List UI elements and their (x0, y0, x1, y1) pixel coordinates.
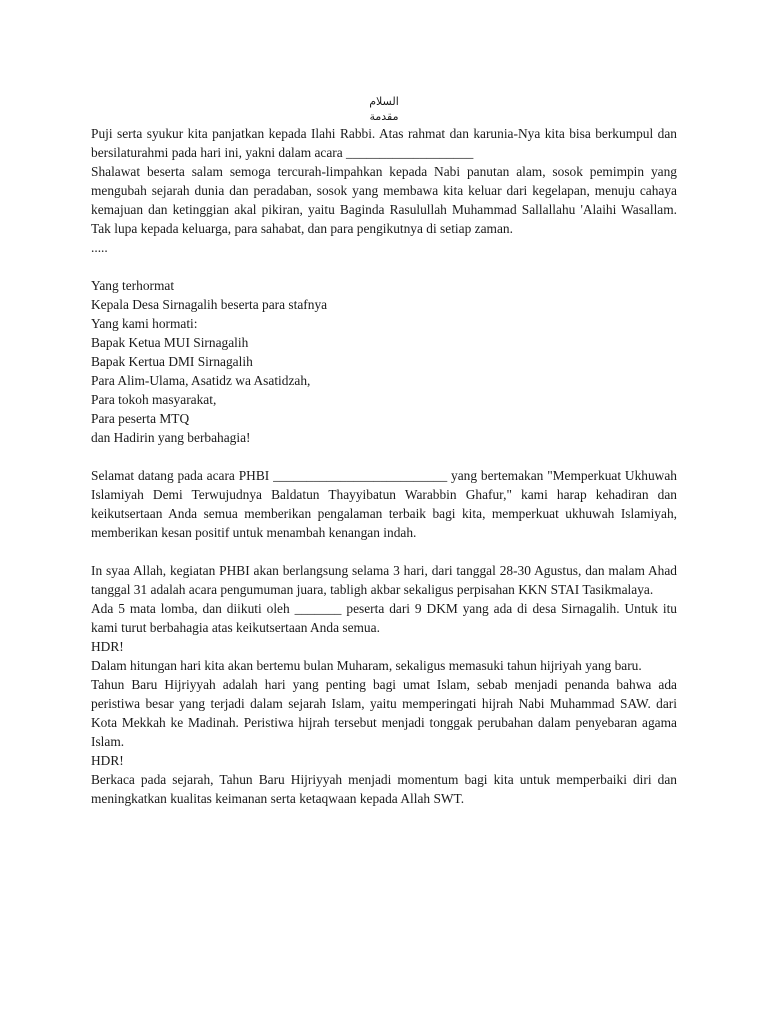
body-paragraph-hijriyah: Tahun Baru Hijriyyah adalah hari yang penting bagi umat Islam, sebab menjadi penanda bahwa ada peristiwa besar yang terjadi dalam sejarah Islam, yaitu memperingati hijrah Nabi Muhammad SAW. dari Kota Mekkah ke Madinah. Peristiwa hijrah tersebut menjadi tonggak perubahan dalam penyebaran agama Islam. (91, 677, 677, 749)
arabic-muqaddimah-heading: مقدمة (369, 110, 399, 123)
intro-paragraph-shalawat: Shalawat beserta salam semoga tercurah-limpahkan kepada Nabi panutan alam, sosok pemimpin yang mengubah sejarah dunia dan peradaban, sosok yang membawa kita keluar dari kegelapan, menuju cahaya kemajuan dan ketinggian akal pikiran, yaitu Baginda Rasulullah Muhammad Sallallahu 'Alaihi Wasallam. Tak lupa kepada keluarga, para sahabat, dan para pengikutnya di setiap zaman. (91, 164, 677, 236)
greeting-honored-title: Yang kami hormati: (91, 316, 198, 331)
body-paragraph-competitions: Ada 5 mata lomba, dan diikuti oleh _______ peserta dari 9 DKM yang ada di desa Sirnagalih. Untuk itu kami turut berbahagia atas keikutsertaan Anda semua. (91, 601, 677, 635)
spacer (91, 542, 677, 561)
body-hdr-marker: HDR! (91, 753, 124, 768)
greeting-respected-title: Yang terhormat (91, 278, 175, 293)
welcome-paragraph: Selamat datang pada acara PHBI __________________________ yang bertemakan "Memperkuat Ukhuwah Islamiyah Demi Terwujudnya Baldatun Thayyibatun Warabbin Ghafur," kami harap kehadiran dan keikutsertaan Anda semua memberikan pengalaman terbaik bagi kita, memperkuat ukhuwah Islamiyah, memberikan kesan positif untuk menambah kenangan indah. (91, 468, 677, 540)
greeting-ulama: Para Alim-Ulama, Asatidz wa Asatidzah, (91, 373, 311, 388)
body-paragraph-schedule: In syaa Allah, kegiatan PHBI akan berlangsung selama 3 hari, dari tanggal 28-30 Agustus, dan malam Ahad tanggal 31 adalah acara pengumuman juara, tabligh akbar sekaligus perpisahan KKN STAI Tasikmalaya. (91, 563, 677, 597)
intro-paragraph-praise: Puji serta syukur kita panjatkan kepada Ilahi Rabbi. Atas rahmat dan karunia-Nya kita bisa berkumpul dan bersilaturahmi pada hari ini, yakni dalam acara ___________________ (91, 126, 677, 160)
body-paragraph-muharam: Dalam hitungan hari kita akan bertemu bulan Muharam, sekaligus memasuki tahun hijriyah yang baru. (91, 658, 642, 673)
greeting-audience: dan Hadirin yang berbahagia! (91, 430, 251, 445)
spacer (91, 447, 677, 466)
arabic-salam-heading: السلام (369, 95, 399, 108)
spacer (91, 257, 677, 276)
body-hdr-marker: HDR! (91, 639, 124, 654)
intro-ellipsis: ..... (91, 240, 108, 255)
body-paragraph-reflection: Berkaca pada sejarah, Tahun Baru Hijriyyah menjadi momentum bagi kita untuk memperbaiki diri dan meningkatkan kualitas keimanan serta ketaqwaan kepada Allah SWT. (91, 772, 677, 806)
greeting-mui-head: Bapak Ketua MUI Sirnagalih (91, 335, 249, 350)
greeting-dmi-head: Bapak Kertua DMI Sirnagalih (91, 354, 253, 369)
document-page (91, 94, 677, 808)
greeting-figures: Para tokoh masyarakat, (91, 392, 217, 407)
greeting-participants: Para peserta MTQ (91, 411, 190, 426)
greeting-village-head: Kepala Desa Sirnagalih beserta para stafnya (91, 297, 328, 312)
